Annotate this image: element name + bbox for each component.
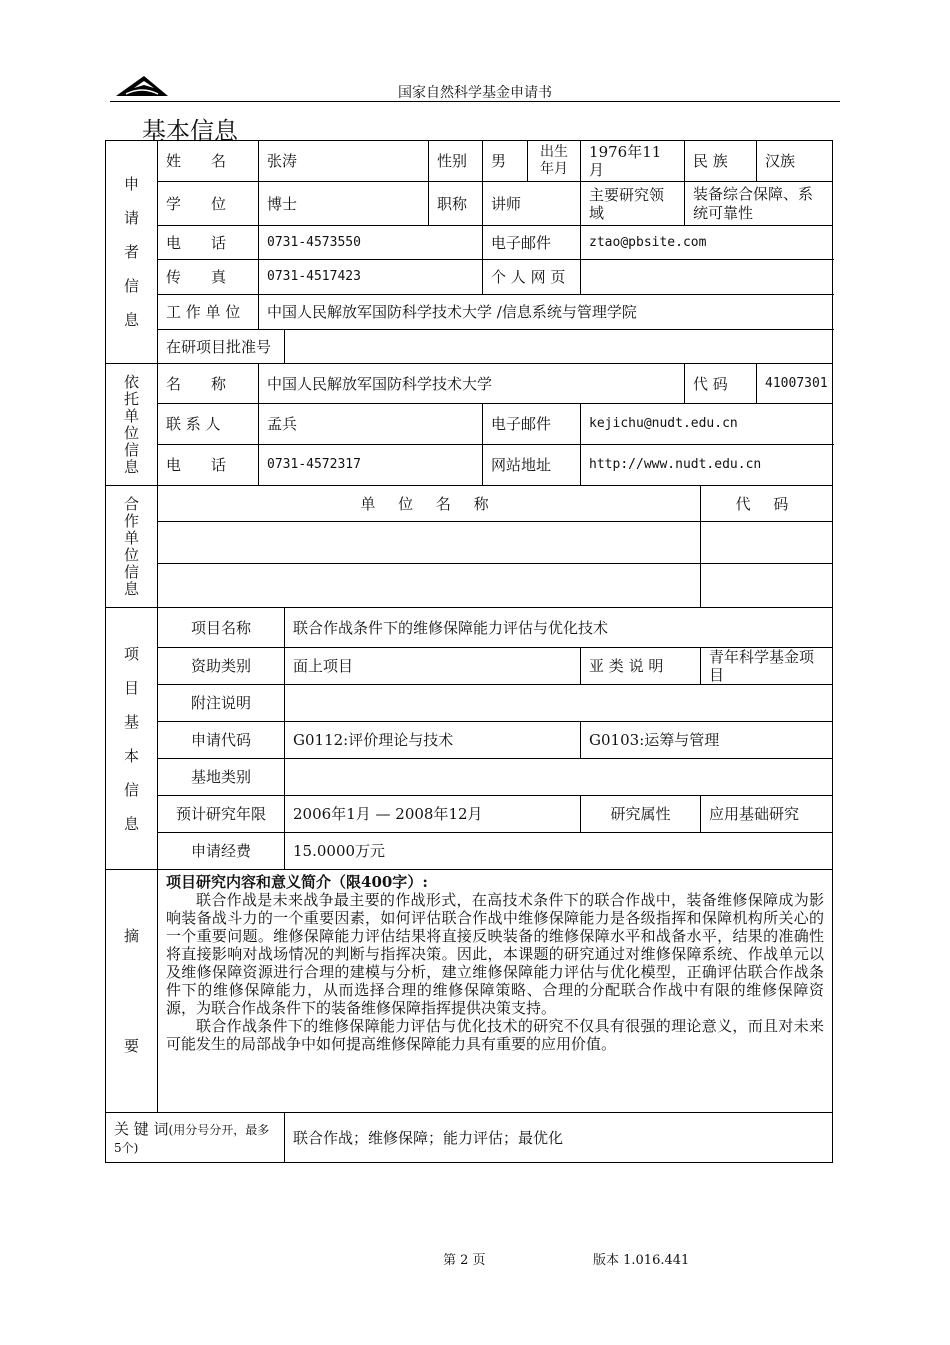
research-attr-value: 应用基础研究 (701, 796, 833, 833)
email-value: ztao@pbsite.com (581, 226, 833, 260)
budget-value: 15.0000万元 (285, 833, 833, 870)
field-value: 装备综合保障、系统可靠性 (685, 182, 833, 226)
host-code-label: 代 码 (685, 364, 757, 404)
apply-code-2: G0103:运筹与管理 (581, 722, 833, 759)
host-website-value: http://www.nudt.edu.cn (581, 445, 833, 486)
project-no-value (285, 330, 833, 364)
abstract-body (158, 870, 833, 1113)
ethnic-label: 民 族 (685, 141, 757, 182)
applicant-group-label: 申请者信息 (106, 141, 158, 364)
project-no-label: 在研项目批准号 (158, 330, 285, 364)
degree-label: 学 位 (158, 182, 259, 226)
partner-code-header: 代 码 (701, 486, 833, 522)
work-unit-label: 工 作 单 位 (158, 295, 259, 330)
ethnic-value: 汉族 (757, 141, 833, 182)
keywords-value: 联合作战；维修保障；能力评估；最优化 (285, 1113, 833, 1163)
header-divider (110, 101, 840, 102)
email-label: 电子邮件 (483, 226, 581, 260)
fax-label: 传 真 (158, 260, 259, 295)
partner-name-header: 单 位 名 称 (158, 486, 701, 522)
host-name-label: 名 称 (158, 364, 259, 404)
research-attr-label: 研究属性 (581, 796, 701, 833)
header-title: 国家自然科学基金申请书 (398, 85, 552, 101)
project-group-label: 项目基本信息 (106, 608, 158, 870)
host-contact-label: 联 系 人 (158, 404, 259, 445)
host-code-value: 41007301 (757, 364, 833, 404)
abstract-heading: 项目研究内容和意义简介（限400字）: (166, 873, 428, 891)
subtype-label: 亚 类 说 明 (581, 648, 701, 685)
partner-name-cell (158, 564, 701, 608)
budget-label: 申请经费 (158, 833, 285, 870)
partner-group-label: 合作单位信息 (106, 486, 158, 608)
period-label: 预计研究年限 (158, 796, 285, 833)
funding-label: 资助类别 (158, 648, 285, 685)
abstract-paragraph: 联合作战是未来战争最主要的作战形式，在高技术条件下的联合作战中，装备维修保障成为影响装备战斗力的一个重要因素，如何评估联合作战中维修保障能力是各级指挥和保障机构所关心的一个重要问题。维修保障能力评估结果将直接反映装备的维修保障水平和战备水平，结果的准确性将直接影响对战场情况的判断与指挥决策。因此，本课题的研究通过对维修保障系统、作战单元以及维修保障资源进行合理的建模与分析，建立维修保障能力评估与优化模型，正确评估联合作战条件下的维修保障能力，从而选择合理的维修保障策略、合理的分配联合作战中有限的维修保障资源，为联合作战条件下的装备维修保障指挥提供决策支持。 (166, 891, 825, 1017)
work-unit-value: 中国人民解放军国防科学技术大学 /信息系统与管理学院 (259, 295, 833, 330)
title-label: 职称 (429, 182, 483, 226)
subtype-value: 青年科学基金项目 (701, 648, 833, 685)
page-number: 第 2 页 (443, 1253, 486, 1268)
note-label: 附注说明 (158, 685, 285, 722)
keywords-hint: (用分号分开，最多5个) (114, 1122, 270, 1155)
note-value (285, 685, 833, 722)
fax-value: 0731-4517423 (259, 260, 483, 295)
title-value: 讲师 (483, 182, 581, 226)
section-title: 基本信息 (142, 117, 238, 145)
host-email-value: kejichu@nudt.edu.cn (581, 404, 833, 445)
partner-code-cell (701, 522, 833, 564)
gender-value: 男 (483, 141, 528, 182)
birth-value: 1976年11月 (581, 141, 685, 182)
base-type-label: 基地类别 (158, 759, 285, 796)
period-value: 2006年1月 — 2008年12月 (285, 796, 581, 833)
abstract-paragraph: 联合作战条件下的维修保障能力评估与优化技术的研究不仅具有很强的理论意义，而且对未来可能发生的局部战争中如何提高维修保障能力具有重要的应用价值。 (166, 1017, 825, 1053)
phone-label: 电 话 (158, 226, 259, 260)
apply-code-1: G0112:评价理论与技术 (285, 722, 581, 759)
host-contact-value: 孟兵 (259, 404, 483, 445)
project-name-value: 联合作战条件下的维修保障能力评估与优化技术 (285, 608, 833, 648)
birth-label: 出生 年月 (528, 141, 581, 182)
name-value: 张涛 (259, 141, 429, 182)
partner-code-cell (701, 564, 833, 608)
host-name-value: 中国人民解放军国防科学技术大学 (259, 364, 685, 404)
project-name-label: 项目名称 (158, 608, 285, 648)
funding-value: 面上项目 (285, 648, 581, 685)
homepage-value (581, 260, 833, 295)
name-label: 姓 名 (158, 141, 259, 182)
keywords-label: 关 键 词(用分号分开，最多5个) (106, 1113, 285, 1163)
basic-info-table (105, 140, 833, 1163)
field-label: 主要研究领域 (581, 182, 685, 226)
host-email-label: 电子邮件 (483, 404, 581, 445)
version-label: 版本 1.016.441 (593, 1253, 690, 1268)
phone-value: 0731-4573550 (259, 226, 483, 260)
host-phone-label: 电 话 (158, 445, 259, 486)
apply-code-label: 申请代码 (158, 722, 285, 759)
degree-value: 博士 (259, 182, 429, 226)
abstract-label: 摘 要 (106, 870, 158, 1113)
base-type-value (285, 759, 833, 796)
homepage-label: 个 人 网 页 (483, 260, 581, 295)
host-website-label: 网站地址 (483, 445, 581, 486)
partner-name-cell (158, 522, 701, 564)
host-phone-value: 0731-4572317 (259, 445, 483, 486)
host-group-label: 依托单位信息 (106, 364, 158, 486)
gender-label: 性别 (429, 141, 483, 182)
